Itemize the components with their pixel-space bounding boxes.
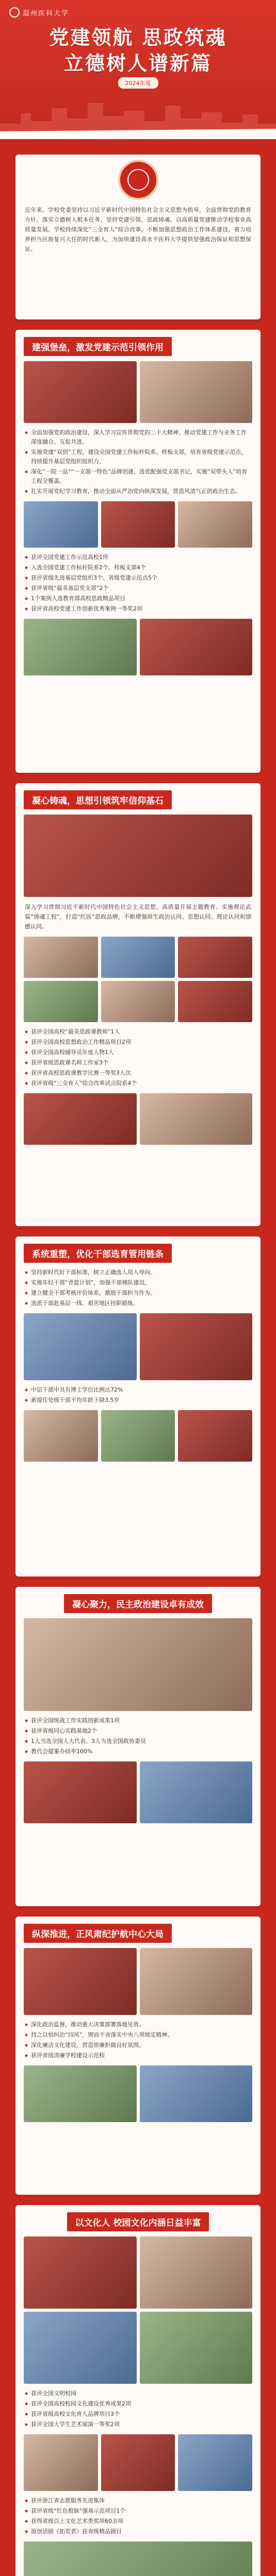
photo-grid xyxy=(15,1093,261,1145)
photo xyxy=(24,937,98,978)
section-democracy xyxy=(15,1587,261,1906)
list-item: ◆ 全面加强党的政治建设，深入学习宣传贯彻党的二十大精神，推动党建工作与业务工作深度融合、互促共进。 xyxy=(25,428,251,447)
photo xyxy=(24,815,252,897)
list-item: ◆ 中层干部中具有博士学位比例达72% xyxy=(25,1385,251,1395)
intro-card xyxy=(15,155,261,319)
photo xyxy=(178,937,252,978)
list-item: ◆ 实施年轻干部“青蓝计划”，加强干部梯队建设。 xyxy=(25,1278,251,1287)
party-emblem-icon xyxy=(118,160,158,200)
photo-grid xyxy=(15,501,261,548)
header-banner xyxy=(0,0,276,139)
achievement-list xyxy=(15,2389,261,2429)
section-title: 纵深推进，正风肃纪护航中心大局 xyxy=(24,1924,172,1943)
list-item: ◆ 1人当选全国人大代表、3人当选全国政协委员 xyxy=(25,1737,251,1746)
photo xyxy=(178,501,252,548)
list-item: ◆ 获评省级先进基层党组织3个、省级党建示范点5个 xyxy=(25,573,251,583)
achievement-list xyxy=(15,1716,261,1756)
photo xyxy=(178,2434,252,2491)
photo xyxy=(101,981,175,1022)
photo xyxy=(24,1618,252,1711)
section-title: 系统重塑，优化干部选育管用链条 xyxy=(24,1244,172,1263)
photo xyxy=(140,361,253,423)
photo xyxy=(101,501,175,548)
photo xyxy=(24,361,137,423)
section-ideology xyxy=(15,783,261,1226)
photo xyxy=(24,1761,137,1823)
list-item: ◆ 获评全国高校辅导员年度人物1人 xyxy=(25,1048,251,1057)
slogan-line-2: 立德树人谱新篇 xyxy=(63,52,212,75)
campus-skyline-illustration xyxy=(0,93,276,139)
photo xyxy=(140,1093,253,1145)
photo xyxy=(101,2434,175,2491)
logo-text: 温州医科大学 xyxy=(23,9,70,18)
photo xyxy=(24,2236,137,2309)
list-item: ◆ 实施党建“双创”工程，建设全国党建工作标杆院系、样板支部，培育省级党建示范点，持续提升基层党组织组织力。 xyxy=(25,448,251,466)
list-item: ◆ 获评全国党建工作示范高校1所 xyxy=(25,553,251,562)
section-title: 以文化人 校园文化内涵日益丰富 xyxy=(67,2212,209,2231)
photo xyxy=(140,1948,253,2015)
list-item: ◆ 获评浙江省志愿服务先进集体 xyxy=(25,2496,251,2505)
photo xyxy=(140,2236,253,2309)
list-item: ◆ 深化廉洁文化建设，营造崇廉拒腐良好氛围。 xyxy=(25,2041,251,2050)
photo-grid xyxy=(15,2065,261,2122)
section-culture xyxy=(15,2205,261,2576)
list-item: ◆ 原创话剧《拓荒者》获省级精品剧目 xyxy=(25,2527,251,2536)
list-item: ◆ 深化政治监督，推动重大决策部署落地见效。 xyxy=(25,2020,251,2029)
list-item: ◆ 1个案例入选教育部高校思政精品项目 xyxy=(25,594,251,603)
photo-grid xyxy=(15,937,261,1022)
bullet-list xyxy=(15,2020,261,2060)
list-item: ◆ 获评省级高校文化育人品牌项目3个 xyxy=(25,2410,251,2419)
achievement-list xyxy=(15,2496,261,2536)
photo xyxy=(140,619,253,675)
university-emblem-icon xyxy=(9,7,20,18)
photo xyxy=(24,619,137,675)
photo-grid xyxy=(15,1761,261,1823)
photo xyxy=(101,937,175,978)
list-item: ◆ 获评省级清廉学校建设示范校 xyxy=(25,2051,251,2060)
photo-grid xyxy=(15,1948,261,2015)
photo-grid xyxy=(15,361,261,423)
photo-grid xyxy=(15,2434,261,2491)
university-logo xyxy=(9,7,69,18)
photo xyxy=(24,1410,98,1462)
list-item: ◆ 获得省级以上文化艺术类奖项60余项 xyxy=(25,2517,251,2526)
photo xyxy=(178,981,252,1022)
photo xyxy=(24,501,98,548)
photo xyxy=(24,1948,137,2015)
section-discipline xyxy=(15,1917,261,2195)
photo xyxy=(24,2065,137,2122)
list-item: ◆ 获评全国高校“最美思政课教师”1人 xyxy=(25,1027,251,1037)
photo xyxy=(101,1410,175,1462)
photo xyxy=(24,981,98,1022)
list-item: ◆ 获评全国文明校园 xyxy=(25,2389,251,2398)
photo-grid xyxy=(15,619,261,675)
list-item: ◆ 选派干部赴基层一线、艰苦地区挂职锻炼。 xyxy=(25,1299,251,1308)
photo xyxy=(140,2065,253,2122)
list-item: ◆ 获评省级“三全育人”综合改革试点院系4个 xyxy=(25,1079,251,1088)
achievement-list xyxy=(15,553,261,614)
photo xyxy=(24,2434,98,2491)
list-item: ◆ 获评省级思政课名师工作室3个 xyxy=(25,1058,251,1067)
photo-grid xyxy=(15,1410,261,1462)
list-item: ◆ 坚持新时代好干部标准，树立正确选人用人导向。 xyxy=(25,1268,251,1277)
photo xyxy=(24,1093,137,1145)
section-party-building xyxy=(15,330,261,773)
photo-grid xyxy=(15,1618,261,1711)
photo xyxy=(140,1761,253,1823)
photo xyxy=(24,2312,137,2384)
section-text: 深入学习贯彻习近平新时代中国特色社会主义思想，高质量开展主题教育。实施理论武装“铸魂工程”，打造“红医”思政品牌，不断增强师生政治认同、思想认同、理论认同和情感认同。 xyxy=(25,904,251,930)
section-title: 凝心聚力，民主政治建设卓有成效 xyxy=(64,1594,212,1613)
list-item: ◆ 获评全国高校思想政治工作精品项目2项 xyxy=(25,1038,251,1047)
list-item: ◆ 建立健全干部考核评价体系，激励干部担当作为。 xyxy=(25,1289,251,1298)
section-title: 建强堡垒，激发党建示范引领作用 xyxy=(24,337,172,356)
list-item: ◆ 获评省级“最美基层党支部”2个 xyxy=(25,584,251,593)
photo-grid xyxy=(15,2236,261,2384)
list-item: ◆ 新提任处级干部平均年龄下降3.5岁 xyxy=(25,1396,251,1405)
list-item: ◆ 持之以恒纠治“四风”，锲而不舍落实中央八项规定精神。 xyxy=(25,2030,251,2040)
list-item: ◆ 获评全国统战工作实践创新成果1项 xyxy=(25,1716,251,1725)
photo xyxy=(178,1410,252,1462)
photo xyxy=(24,1313,137,1380)
achievement-list xyxy=(15,1385,261,1405)
list-item: ◆ 获评省级“红色根脉”强基示范项目1个 xyxy=(25,2506,251,2516)
photo xyxy=(140,1313,253,1380)
list-item: ◆ 获评省级同心实践基地2个 xyxy=(25,1726,251,1736)
intro-text: 近年来，学校党委坚持以习近平新时代中国特色社会主义思想为指导，全面贯彻党的教育方针，落实立德树人根本任务，坚持党建引领、思政铸魂，以高质量党建推动学校事业高质量发展。学校持续深化“三全育人”综合改革，不断加强思想政治工作体系建设，着力培养担当民族复兴大任的时代新人，为加快建设高水平医科大学提供坚强政治保证和思想保证。 xyxy=(25,207,251,252)
photo xyxy=(24,2541,252,2576)
photo-grid xyxy=(15,1313,261,1380)
photo-grid xyxy=(15,815,261,897)
section-title: 凝心铸魂，思想引领筑牢信仰基石 xyxy=(24,790,172,809)
list-item: ◆ 获评省高校思政课教学比赛一等奖3人次 xyxy=(25,1069,251,1078)
achievement-list xyxy=(15,1027,261,1088)
list-item: ◆ 教代会提案办结率100% xyxy=(25,1747,251,1756)
list-item: ◆ 获评省高校党建工作创新优秀案例一等奖2项 xyxy=(25,604,251,614)
year-pill: 2024年度 xyxy=(118,77,158,89)
list-item: ◆ 深化“一院一品”“一支部一特色”品牌创建，选优配强党支部书记，实施“双带头人”培育工程全覆盖。 xyxy=(25,467,251,486)
section-cadre xyxy=(15,1236,261,1577)
photo xyxy=(140,2312,253,2384)
list-item: ◆ 获评全国大学生艺术展演一等奖2项 xyxy=(25,2420,251,2429)
list-item: ◆ 获评全国高校校园文化建设优秀成果2项 xyxy=(25,2399,251,2409)
list-item: ◆ 扎实开展党纪学习教育，推动全面从严治党向纵深发展，营造风清气正的政治生态。 xyxy=(25,487,251,496)
bullet-list xyxy=(15,1268,261,1308)
slogan-line-1: 党建领航 思政筑魂 xyxy=(49,26,227,49)
photo-grid xyxy=(15,2541,261,2576)
bullet-list xyxy=(15,428,261,496)
list-item: ◆ 入选全国党建工作标杆院系2个、样板支部4个 xyxy=(25,563,251,572)
